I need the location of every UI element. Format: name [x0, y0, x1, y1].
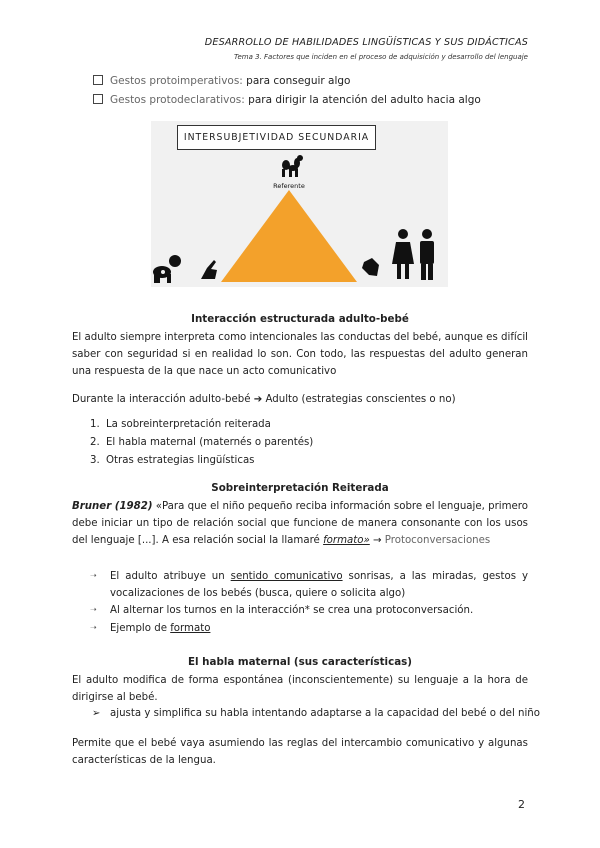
intersubjectivity-figure [151, 121, 448, 287]
page-number: 2 [518, 798, 525, 811]
checkbox-icon [93, 75, 103, 85]
para-bruner-quote: Bruner (1982) «Para que el niño pequeño reciba información sobre el lenguaje, primero debe iniciar un tipo de relación social que funcione de manera consonante con los usos del lenguaje [...]. A esa relación social la llamaré formato» → Protoconversaciones [72, 501, 528, 546]
list-item: 3. Otras estrategias lingüísticas [90, 455, 255, 466]
referent-label: Referente [273, 182, 305, 190]
formato-term: formato» [323, 535, 370, 546]
figure-illustration [151, 121, 448, 287]
chevron-bullet-icon: ➢ [92, 708, 101, 719]
bullet-turnos: Al alternar los turnos en la interacción* se crea una protoconversación. [110, 605, 474, 616]
checkbox-icon [93, 94, 103, 104]
list-item: 1. La sobreinterpretación reiterada [90, 419, 271, 430]
pointing-hand-icon [201, 260, 217, 279]
arrow-bullet-icon: ➝ [90, 605, 97, 614]
adult-woman-icon [392, 229, 414, 279]
figure-title: INTERSUBJETIVIDAD SECUNDARIA [177, 125, 376, 150]
adult-hand-icon [362, 258, 379, 276]
para-permite: Permite que el bebé vaya asumiendo las reglas del intercambio comunicativo y algunas características de la lengua. [72, 738, 528, 766]
heading-habla-maternal: El habla maternal (sus características) [188, 656, 412, 668]
header-subtitle: Tema 3. Factores que inciden en el proceso de adquisición y desarrollo del lenguaje [234, 53, 528, 61]
crawling-baby-icon [153, 255, 181, 283]
protoconversaciones-term: Protoconversaciones [384, 535, 491, 546]
list-item: 2. El habla maternal (maternés o parentés) [90, 437, 314, 448]
bullet-ajusta-simplifica: ajusta y simplifica su habla intentando adaptarse a la capacidad del bebé o del niño [110, 708, 540, 719]
bullet-ejemplo-formato: Ejemplo de formato [110, 623, 211, 634]
arrow-bullet-icon: ➝ [90, 571, 97, 580]
para-durante-interaccion: Durante la interacción adulto-bebé ➔ Adulto (estrategias conscientes o no) [72, 394, 456, 405]
arrow-bullet-icon: ➝ [90, 623, 97, 632]
heading-interaccion: Interacción estructurada adulto-bebé [191, 313, 409, 325]
checklist-term: Gestos protodeclarativos: [110, 94, 245, 106]
para-adulto-modifica: El adulto modifica de forma espontánea (inconscientemente) su lenguaje a la hora de dirigirse al bebé. [72, 675, 528, 703]
bullet-sentido-comunicativo: El adulto atribuye un sentido comunicativo sonrisas, a las miradas, gestos y vocalizaciones de los bebés (busca, quiere o solicita algo) [110, 571, 528, 599]
pyramid-shape [221, 190, 357, 282]
checklist-desc: para dirigir la atención del adulto hacia algo [244, 94, 481, 106]
balloon-dog-icon [282, 155, 303, 177]
checklist-item [93, 94, 481, 106]
para-adulto-interpreta: El adulto siempre interpreta como intencionales las conductas del bebé, aunque es difícil saber con seguridad si en realidad lo son. Con todo, las respuestas del adulto generan una respuesta de la que nace un acto comunicativo [72, 332, 528, 377]
checklist-term: Gestos protoimperativos: [110, 75, 243, 87]
heading-sobreinterpretacion: Sobreinterpretación Reiterada [211, 482, 389, 494]
checklist-desc: para conseguir algo [242, 75, 351, 87]
header-title: DESARROLLO DE HABILIDADES LINGÜÍSTICAS Y SUS DIDÁCTICAS [204, 37, 528, 48]
checklist-item [93, 75, 350, 87]
bruner-author: Bruner (1982) [72, 501, 153, 512]
adult-man-icon [420, 229, 434, 280]
